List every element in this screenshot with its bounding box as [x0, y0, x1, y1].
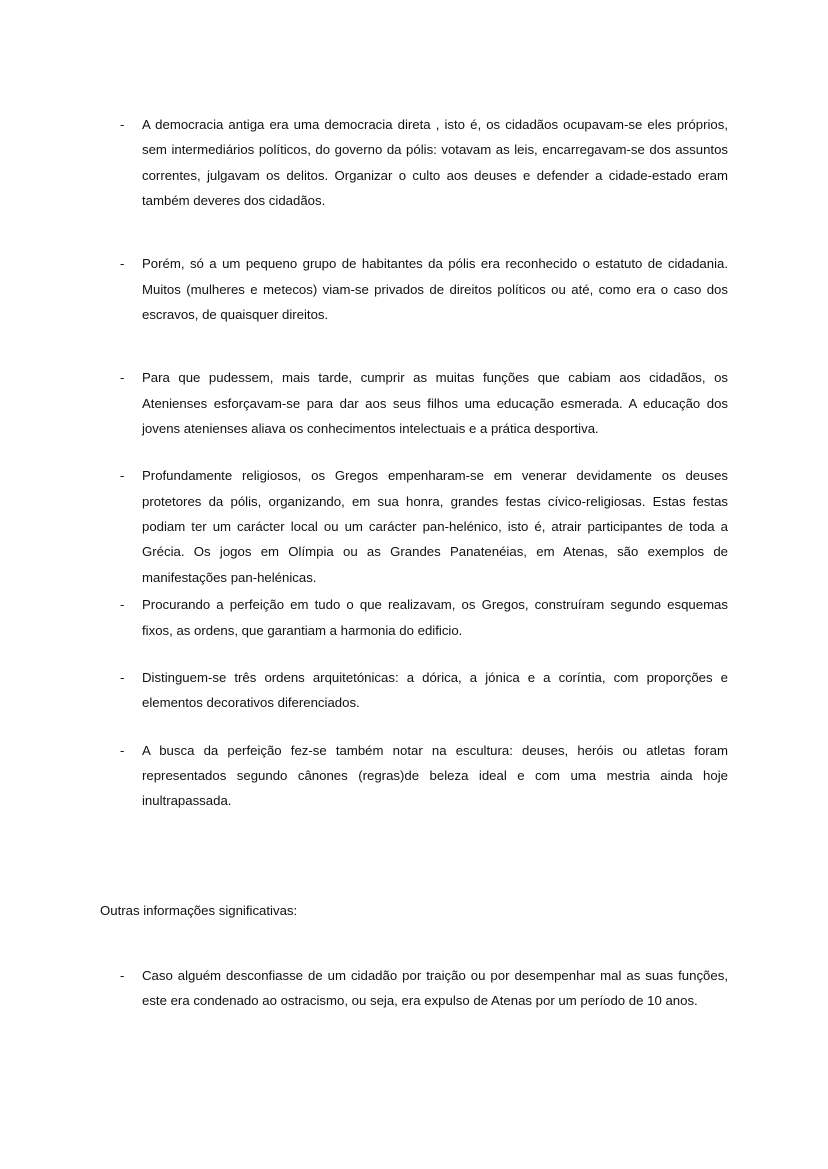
list-item [100, 251, 728, 327]
document-body [100, 112, 728, 1014]
list-item [100, 665, 728, 716]
list-item [100, 112, 728, 213]
list-item-text: A busca da perfeição fez-se também notar na escultura: deuses, heróis ou atletas foram representados segundo cânones (regras)de beleza ideal e com uma mestria ainda hoje inultrapassada. [142, 742, 728, 809]
list-item-text: A democracia antiga era uma democracia direta , isto é, os cidadãos ocupavam-se eles próprios, sem intermediários políticos, do governo da pólis: votavam as leis, encarregavam-se dos assuntos correntes, julgavam os delitos. Organizar o culto aos deuses e defender a cidade-estado eram também deveres dos cidadãos. [142, 117, 728, 209]
extra-info-list [100, 963, 728, 1014]
bullet-marker-icon: - [120, 256, 125, 272]
extra-info-heading: Outras informações significativas: [100, 902, 298, 918]
bullet-marker-icon: - [120, 468, 125, 484]
list-item-text: Distinguem-se três ordens arquitetónicas: a dórica, a jónica e a coríntia, com proporções e elementos decorativos diferenciados. [142, 669, 728, 711]
bullet-marker-icon: - [120, 669, 125, 685]
list-item-text: Profundamente religiosos, os Gregos empenharam-se em venerar devidamente os deuses protetores da pólis, organizando, em sua honra, grandes festas cívico-religiosas. Estas festas podiam ter um carácter local ou um carácter pan-helénico, isto é, atrair participantes de toda a Grécia. Os jogos em Olímpia ou as Grandes Panatenéias, em Atenas, são exemplos de manifestações pan-helénicas. [142, 468, 728, 585]
bullet-marker-icon: - [120, 597, 125, 613]
heading-spacer [100, 941, 728, 963]
bullet-marker-icon: - [120, 967, 125, 983]
bullet-marker-icon: - [120, 370, 125, 386]
list-item-text: Caso alguém desconfiasse de um cidadão por traição ou por desempenhar mal as suas funções, este era condenado ao ostracismo, ou seja, era expulso de Atenas por um período de 10 anos. [142, 967, 728, 1009]
section-spacer [100, 836, 728, 898]
list-item-text: Para que pudessem, mais tarde, cumprir as muitas funções que cabiam aos cidadãos, os Atenienses esforçavam-se para dar aos seus filhos uma educação esmerada. A educação dos jovens atenienses aliava os conhecimentos intelectuais e a prática desportiva. [142, 370, 728, 437]
list-item-text: Procurando a perfeição em tudo o que realizavam, os Gregos, construíram segundo esquemas fixos, as ordens, que garantiam a harmonia do edificio. [142, 597, 728, 638]
list-item [100, 963, 728, 1014]
list-item [100, 365, 728, 441]
main-bullet-list [100, 112, 728, 814]
list-item [100, 463, 728, 590]
list-item [100, 738, 728, 814]
bullet-marker-icon: - [120, 742, 125, 758]
bullet-marker-icon: - [120, 117, 125, 132]
list-item-text: Porém, só a um pequeno grupo de habitantes da pólis era reconhecido o estatuto de cidadania. Muitos (mulheres e metecos) viam-se privados de direitos políticos ou até, como era o caso dos escravos, de quaisquer direitos. [142, 256, 728, 323]
list-item [100, 592, 728, 643]
